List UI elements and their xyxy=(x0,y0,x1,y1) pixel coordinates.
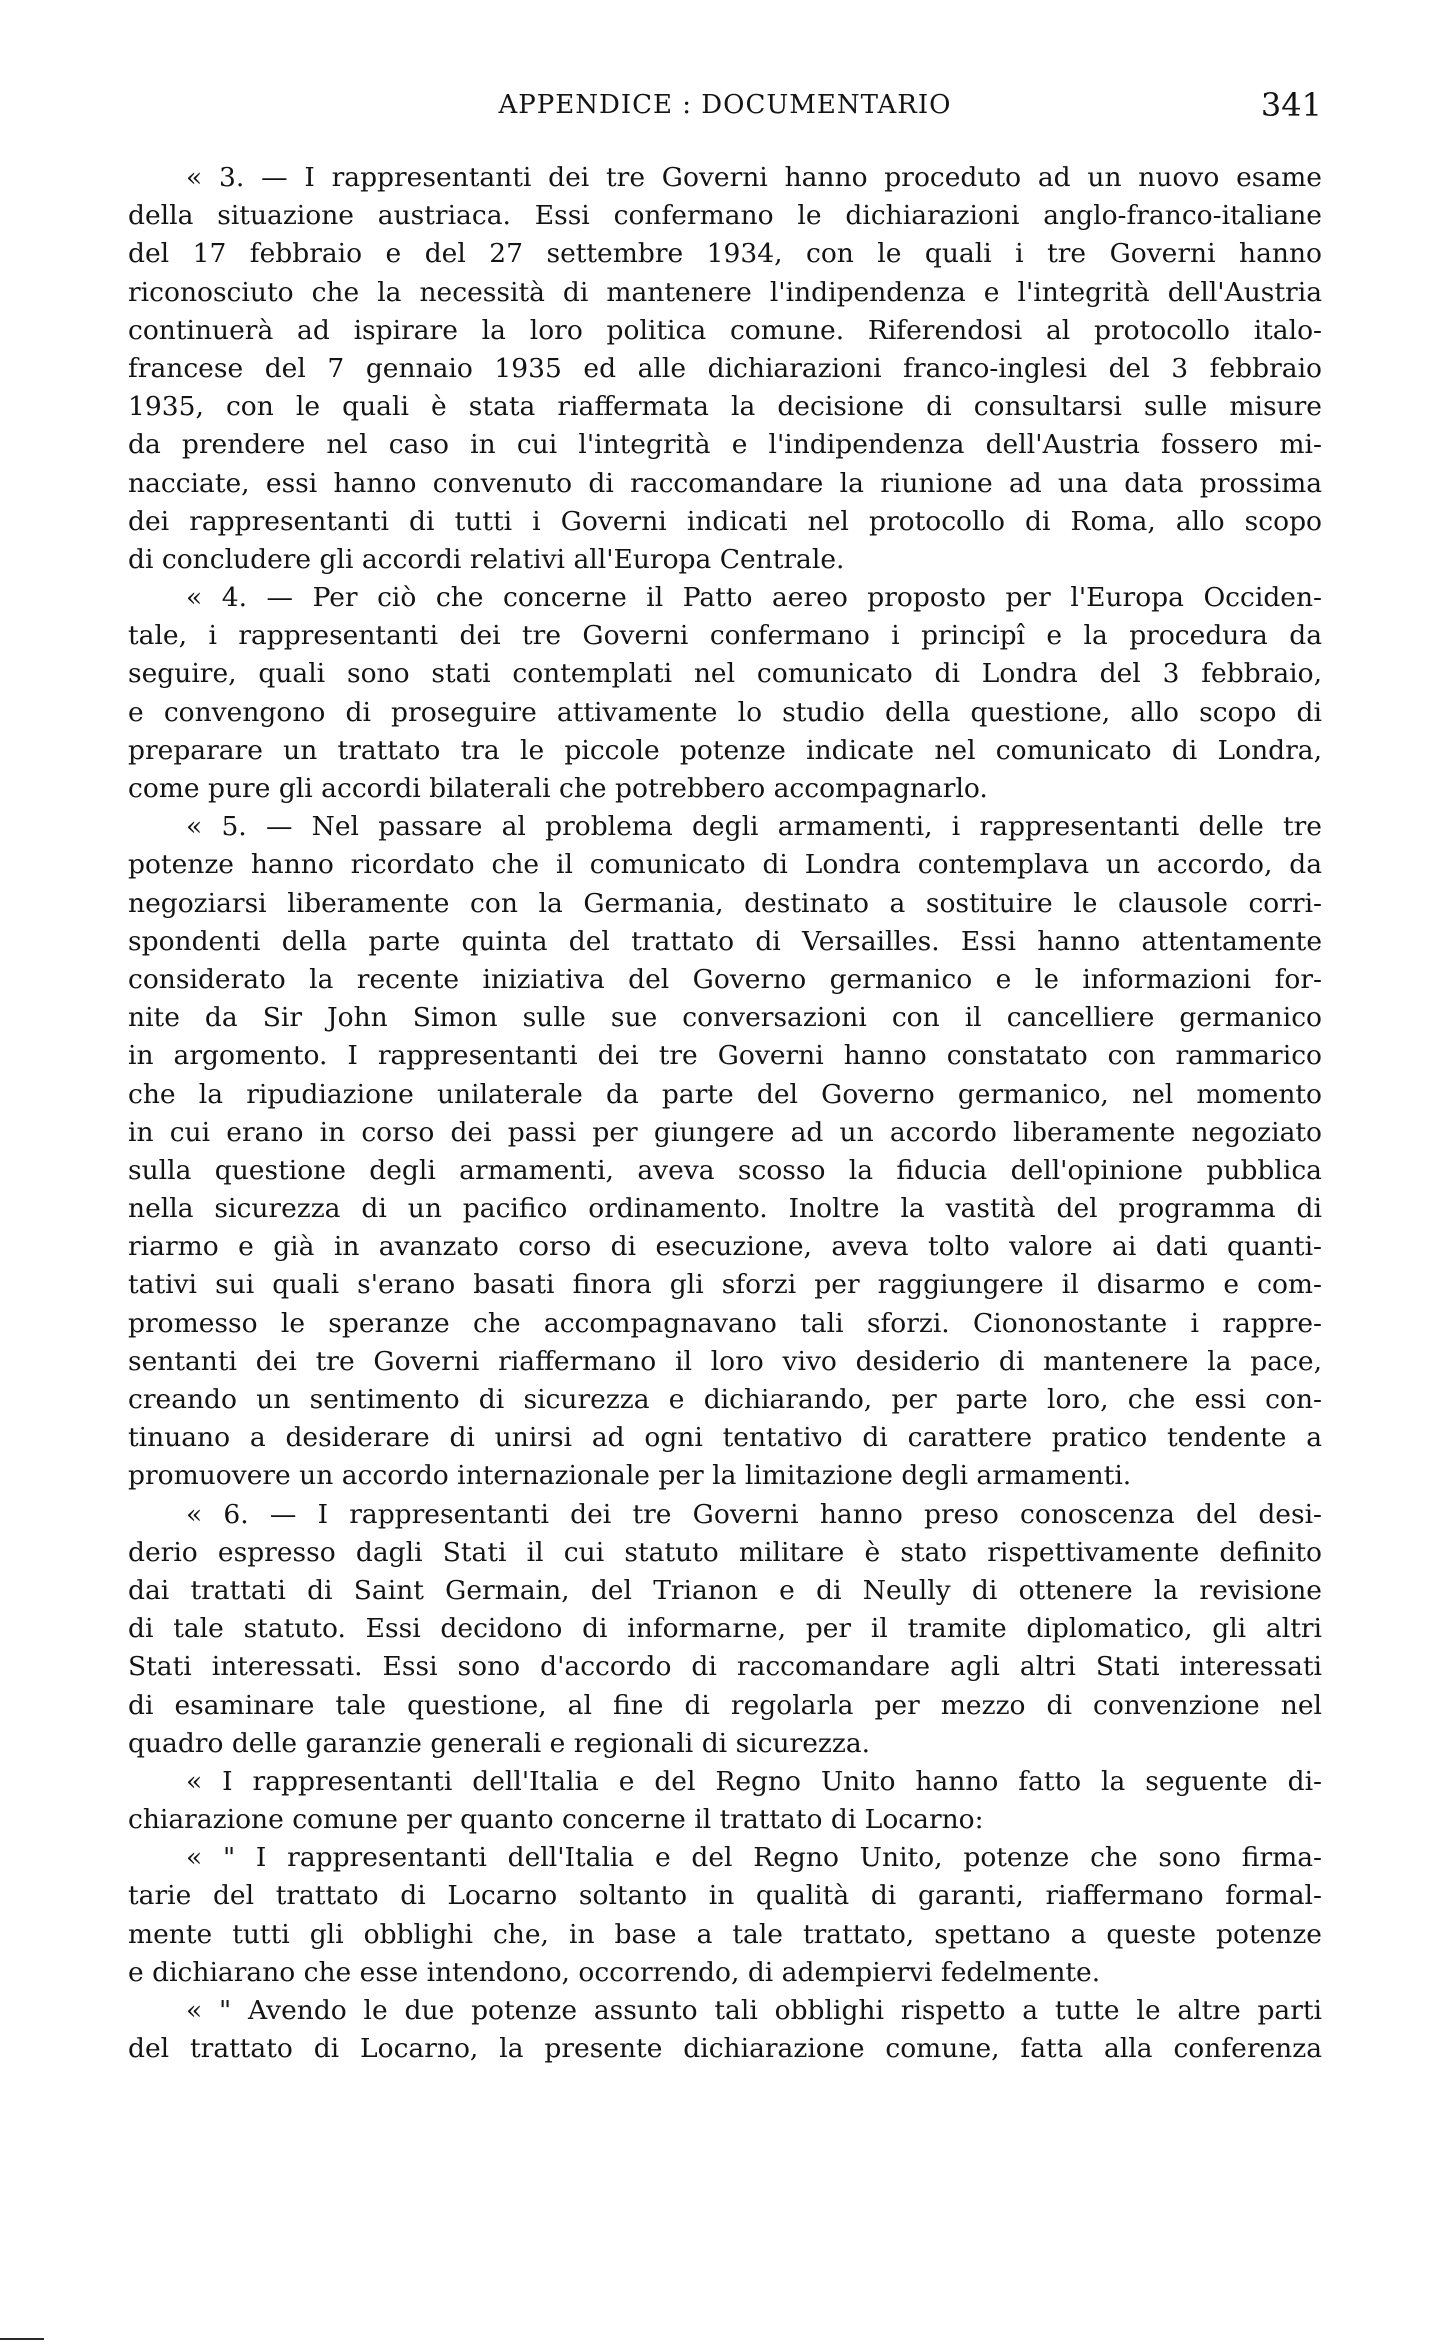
text-line: dei rappresentanti di tutti i Governi indicati nel protocollo di Roma, allo scopo xyxy=(128,505,1322,537)
running-header xyxy=(128,82,1322,132)
text-line: chiarazione comune per quanto concerne il trattato di Locarno: xyxy=(128,1804,984,1836)
text-line: « " I rappresentanti dell'Italia e del Regno Unito, potenze che sono firma- xyxy=(186,1842,1322,1874)
text-line: nite da Sir John Simon sulle sue conversazioni con il cancelliere germanico xyxy=(128,1002,1322,1034)
text-line: nacciate, essi hanno convenuto di raccomandare la riunione ad una data prossima xyxy=(128,467,1322,499)
text-line: e convengono di proseguire attivamente lo studio della questione, allo scopo di xyxy=(128,696,1322,728)
text-line: in cui erano in corso dei passi per giungere ad un accordo liberamente negoziato xyxy=(128,1116,1322,1148)
text-line: preparare un trattato tra le piccole potenze indicate nel comunicato di Londra, xyxy=(128,734,1322,766)
text-line: e dichiarano che esse intendono, occorrendo, di adempiervi fedelmente. xyxy=(128,1956,1101,1988)
text-line: dai trattati di Saint Germain, del Trianon e di Neully di ottenere la revisione xyxy=(128,1574,1322,1606)
text-line: considerato la recente iniziativa del Governo germanico e le informazioni for- xyxy=(128,963,1322,995)
text-line: di tale statuto. Essi decidono di informarne, per il tramite diplomatico, gli altri xyxy=(128,1613,1322,1645)
text-line: continuerà ad ispirare la loro politica comune. Riferendosi al protocollo italo- xyxy=(128,314,1322,346)
text-line: tale, i rappresentanti dei tre Governi confermano i principî e la procedura da xyxy=(128,620,1322,652)
text-line: « 4. — Per ciò che concerne il Patto aereo proposto per l'Europa Occiden- xyxy=(186,582,1322,614)
text-line: « 6. — I rappresentanti dei tre Governi hanno preso conoscenza del desi- xyxy=(186,1498,1322,1530)
text-line: « 5. — Nel passare al problema degli armamenti, i rappresentanti delle tre xyxy=(186,811,1322,843)
text-line: Stati interessati. Essi sono d'accordo di raccomandare agli altri Stati interessati xyxy=(128,1651,1322,1683)
text-line: del 17 febbraio e del 27 settembre 1934, con le quali i tre Governi hanno xyxy=(128,238,1322,270)
running-title: APPENDICE : DOCUMENTARIO xyxy=(498,90,952,120)
text-line: riarmo e già in avanzato corso di esecuzione, aveva tolto valore ai dati quanti- xyxy=(128,1231,1322,1263)
text-line: 1935, con le quali è stata riaffermata la decisione di consultarsi sulle misure xyxy=(128,391,1322,423)
body-text xyxy=(128,159,1322,2068)
text-line: della situazione austriaca. Essi confermano le dichiarazioni anglo-franco-italiane xyxy=(128,200,1322,232)
text-line: di concludere gli accordi relativi all'Europa Centrale. xyxy=(128,543,845,575)
text-line: mente tutti gli obblighi che, in base a tale trattato, spettano a queste potenze xyxy=(128,1918,1322,1950)
text-line: seguire, quali sono stati contemplati nel comunicato di Londra del 3 febbraio, xyxy=(128,658,1322,690)
text-line: tinuano a desiderare di unirsi ad ogni tentativo di carattere pratico tendente a xyxy=(128,1422,1322,1454)
text-line: « " Avendo le due potenze assunto tali obblighi rispetto a tutte le altre parti xyxy=(186,1995,1322,2026)
text-line: derio espresso dagli Stati il cui statuto militare è stato rispettivamente definito xyxy=(128,1536,1322,1568)
text-line: « I rappresentanti dell'Italia e del Regno Unito hanno fatto la seguente di- xyxy=(186,1765,1322,1797)
text-line: tativi sui quali s'erano basati finora gli sforzi per raggiungere il disarmo e com- xyxy=(128,1269,1322,1301)
scan-edge-mark xyxy=(0,2338,44,2340)
text-line: da prendere nel caso in cui l'integrità e l'indipendenza dell'Austria fossero mi- xyxy=(128,429,1322,461)
text-line: riconosciuto che la necessità di mantenere l'indipendenza e l'integrità dell'Austria xyxy=(128,276,1322,308)
text-line: in argomento. I rappresentanti dei tre Governi hanno constatato con rammarico xyxy=(128,1040,1322,1072)
text-line: che la ripudiazione unilaterale da parte del Governo germanico, nel momento xyxy=(128,1078,1322,1110)
text-line: di esaminare tale questione, al fine di regolarla per mezzo di convenzione nel xyxy=(128,1689,1322,1721)
text-line: « 3. — I rappresentanti dei tre Governi hanno proceduto ad un nuovo esame xyxy=(186,162,1322,193)
text-line: sulla questione degli armamenti, aveva scosso la fiducia dell'opinione pubblica xyxy=(128,1154,1322,1186)
text-line: creando un sentimento di sicurezza e dichiarando, per parte loro, che essi con- xyxy=(128,1384,1322,1415)
text-line: tarie del trattato di Locarno soltanto in qualità di garanti, riaffermano formal- xyxy=(128,1880,1322,1912)
text-line: spondenti della parte quinta del trattato di Versailles. Essi hanno attentamente xyxy=(128,925,1322,957)
text-line: promesso le speranze che accompagnavano tali sforzi. Ciononostante i rappre- xyxy=(128,1307,1322,1339)
page-number: 341 xyxy=(1260,86,1322,124)
text-line: promuovere un accordo internazionale per la limitazione degli armamenti. xyxy=(128,1460,1132,1492)
text-line: sentanti dei tre Governi riaffermano il loro vivo desiderio di mantenere la pace, xyxy=(128,1345,1322,1377)
text-line: quadro delle garanzie generali e regionali di sicurezza. xyxy=(128,1727,871,1759)
text-line: francese del 7 gennaio 1935 ed alle dichiarazioni franco-inglesi del 3 febbraio xyxy=(128,352,1322,384)
text-line: potenze hanno ricordato che il comunicato di Londra contemplava un accordo, da xyxy=(128,849,1322,881)
text-line: negoziarsi liberamente con la Germania, destinato a sostituire le clausole corri- xyxy=(128,887,1322,919)
text-line: come pure gli accordi bilaterali che potrebbero accompagnarlo. xyxy=(128,773,988,804)
text-line: nella sicurezza di un pacifico ordinamento. Inoltre la vastità del programma di xyxy=(128,1193,1322,1225)
text-line: del trattato di Locarno, la presente dichiarazione comune, fatta alla conferenza xyxy=(128,2033,1322,2065)
